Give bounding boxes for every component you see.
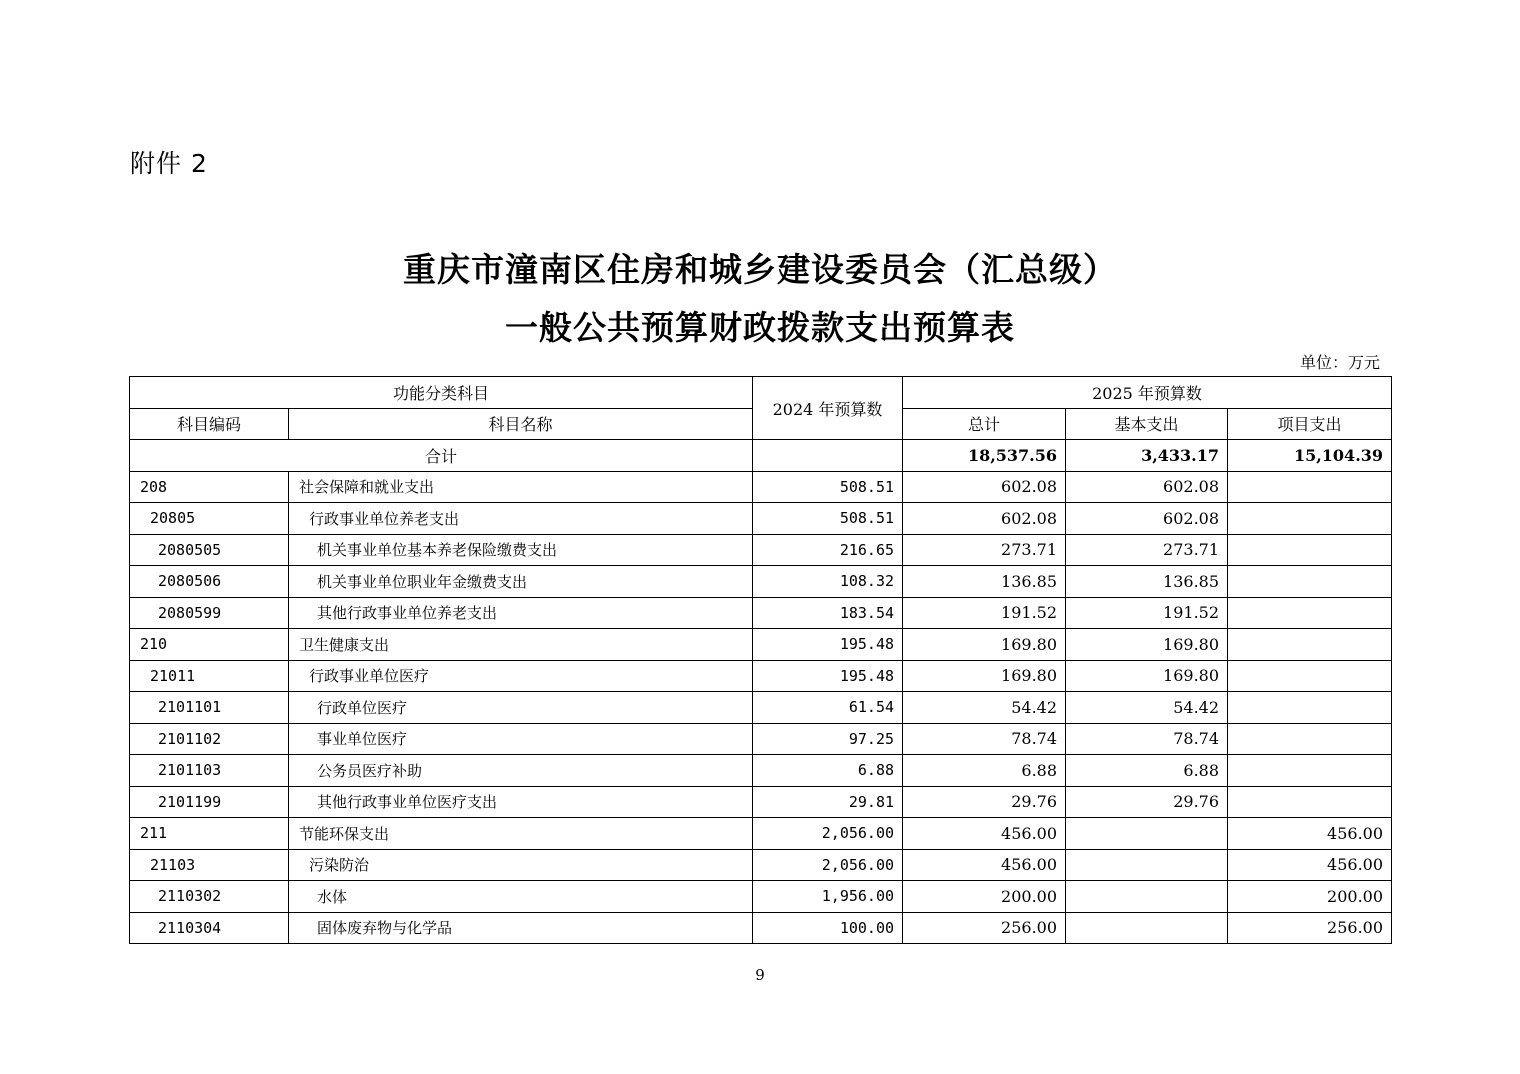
header-2024-budget: 2024 年预算数 [753, 377, 903, 440]
row-total: 78.74 [903, 723, 1066, 755]
row-name: 社会保障和就业支出 [289, 471, 753, 503]
table-row [130, 818, 1392, 850]
row-basic [1066, 912, 1228, 944]
row-project [1228, 629, 1392, 661]
total-total: 18,537.56 [903, 440, 1066, 472]
table-row [130, 786, 1392, 818]
row-name: 水体 [289, 881, 753, 913]
row-code: 20805 [130, 503, 289, 535]
row-2024: 100.00 [753, 912, 903, 944]
total-project: 15,104.39 [1228, 440, 1392, 472]
row-total: 29.76 [903, 786, 1066, 818]
row-project: 456.00 [1228, 849, 1392, 881]
row-project [1228, 660, 1392, 692]
table-row [130, 597, 1392, 629]
row-2024: 97.25 [753, 723, 903, 755]
table-row [130, 692, 1392, 724]
row-2024: 29.81 [753, 786, 903, 818]
row-name: 其他行政事业单位养老支出 [289, 597, 753, 629]
table-row [130, 534, 1392, 566]
row-total: 136.85 [903, 566, 1066, 598]
row-2024: 6.88 [753, 755, 903, 787]
row-name: 固体废弃物与化学品 [289, 912, 753, 944]
total-label: 合计 [130, 440, 753, 472]
total-row [130, 440, 1392, 472]
table-row [130, 566, 1392, 598]
row-basic: 6.88 [1066, 755, 1228, 787]
row-2024: 61.54 [753, 692, 903, 724]
table-row [130, 881, 1392, 913]
header-project: 项目支出 [1228, 408, 1392, 440]
header-code: 科目编码 [130, 408, 289, 440]
row-name: 节能环保支出 [289, 818, 753, 850]
row-project [1228, 723, 1392, 755]
row-name: 行政单位医疗 [289, 692, 753, 724]
budget-table [129, 376, 1392, 944]
row-basic [1066, 849, 1228, 881]
table-row [130, 629, 1392, 661]
row-name: 行政事业单位医疗 [289, 660, 753, 692]
row-project [1228, 471, 1392, 503]
total-basic: 3,433.17 [1066, 440, 1228, 472]
row-total: 6.88 [903, 755, 1066, 787]
row-code: 2101199 [130, 786, 289, 818]
row-total: 54.42 [903, 692, 1066, 724]
row-project [1228, 566, 1392, 598]
row-code: 211 [130, 818, 289, 850]
row-2024: 108.32 [753, 566, 903, 598]
row-project [1228, 786, 1392, 818]
row-2024: 1,956.00 [753, 881, 903, 913]
header-2025-budget: 2025 年预算数 [903, 377, 1392, 409]
row-2024: 508.51 [753, 471, 903, 503]
row-2024: 508.51 [753, 503, 903, 535]
header-basic: 基本支出 [1066, 408, 1228, 440]
page-subtitle: 一般公共预算财政拨款支出预算表 [505, 308, 1015, 347]
row-code: 2101102 [130, 723, 289, 755]
row-2024: 195.48 [753, 629, 903, 661]
row-basic [1066, 881, 1228, 913]
row-total: 169.80 [903, 629, 1066, 661]
row-code: 2110302 [130, 881, 289, 913]
row-basic: 29.76 [1066, 786, 1228, 818]
row-project [1228, 503, 1392, 535]
row-basic [1066, 818, 1228, 850]
row-total: 191.52 [903, 597, 1066, 629]
row-name: 公务员医疗补助 [289, 755, 753, 787]
row-basic: 602.08 [1066, 471, 1228, 503]
row-project: 456.00 [1228, 818, 1392, 850]
row-code: 2110304 [130, 912, 289, 944]
row-name: 行政事业单位养老支出 [289, 503, 753, 535]
row-code: 2080599 [130, 597, 289, 629]
table-row [130, 471, 1392, 503]
row-project [1228, 597, 1392, 629]
row-basic: 78.74 [1066, 723, 1228, 755]
table-row [130, 755, 1392, 787]
row-total: 456.00 [903, 818, 1066, 850]
total-2024 [753, 440, 903, 472]
row-total: 169.80 [903, 660, 1066, 692]
row-total: 602.08 [903, 471, 1066, 503]
row-code: 2101103 [130, 755, 289, 787]
page-title: 重庆市潼南区住房和城乡建设委员会（汇总级） [403, 250, 1117, 289]
header-name: 科目名称 [289, 408, 753, 440]
row-name: 机关事业单位职业年金缴费支出 [289, 566, 753, 598]
row-2024: 2,056.00 [753, 818, 903, 850]
attachment-label: 附件 2 [130, 149, 208, 178]
row-name: 污染防治 [289, 849, 753, 881]
row-name: 卫生健康支出 [289, 629, 753, 661]
row-project [1228, 534, 1392, 566]
row-2024: 216.65 [753, 534, 903, 566]
row-basic: 169.80 [1066, 660, 1228, 692]
row-total: 602.08 [903, 503, 1066, 535]
row-total: 273.71 [903, 534, 1066, 566]
table-row [130, 503, 1392, 535]
unit-label: 单位：万元 [1299, 353, 1380, 372]
row-code: 2080505 [130, 534, 289, 566]
table-row [130, 849, 1392, 881]
row-code: 210 [130, 629, 289, 661]
row-project: 200.00 [1228, 881, 1392, 913]
row-total: 456.00 [903, 849, 1066, 881]
row-code: 208 [130, 471, 289, 503]
header-row-1 [130, 377, 1392, 409]
row-code: 21103 [130, 849, 289, 881]
row-project [1228, 755, 1392, 787]
row-2024: 2,056.00 [753, 849, 903, 881]
row-basic: 136.85 [1066, 566, 1228, 598]
row-code: 2101101 [130, 692, 289, 724]
row-2024: 183.54 [753, 597, 903, 629]
table-row [130, 912, 1392, 944]
row-project: 256.00 [1228, 912, 1392, 944]
row-code: 2080506 [130, 566, 289, 598]
page-number: 9 [755, 966, 765, 984]
row-basic: 169.80 [1066, 629, 1228, 661]
row-code: 21011 [130, 660, 289, 692]
row-total: 200.00 [903, 881, 1066, 913]
header-function-category: 功能分类科目 [130, 377, 753, 409]
row-basic: 54.42 [1066, 692, 1228, 724]
row-basic: 191.52 [1066, 597, 1228, 629]
row-name: 事业单位医疗 [289, 723, 753, 755]
row-2024: 195.48 [753, 660, 903, 692]
table-row [130, 660, 1392, 692]
table-row [130, 723, 1392, 755]
row-name: 机关事业单位基本养老保险缴费支出 [289, 534, 753, 566]
row-project [1228, 692, 1392, 724]
row-basic: 602.08 [1066, 503, 1228, 535]
row-total: 256.00 [903, 912, 1066, 944]
header-total: 总计 [903, 408, 1066, 440]
row-name: 其他行政事业单位医疗支出 [289, 786, 753, 818]
row-basic: 273.71 [1066, 534, 1228, 566]
